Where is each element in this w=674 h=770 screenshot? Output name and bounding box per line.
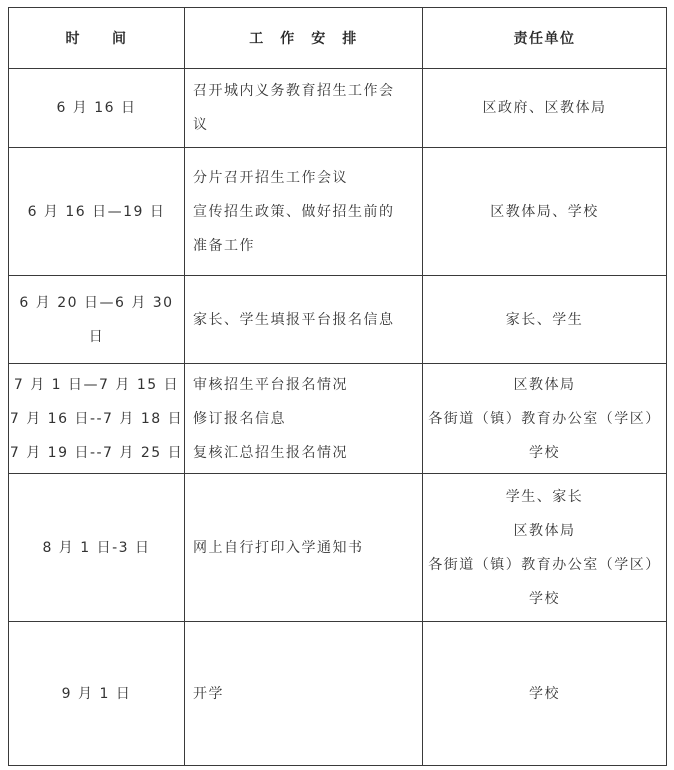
header-time: 时 间: [9, 8, 185, 69]
unit-cell: [423, 622, 667, 766]
task-line: 议: [193, 117, 209, 133]
unit-line: 区教体局: [513, 376, 576, 393]
header-unit: 责任单位: [423, 8, 667, 69]
unit-line: 区教体局、学校: [490, 203, 599, 220]
unit-line: 区教体局: [513, 522, 576, 539]
task-cell: [185, 276, 423, 364]
time-line: 9 月 1 日: [61, 685, 132, 702]
task-line: 分片召开招生工作会议: [193, 169, 348, 186]
table-row: [9, 364, 667, 474]
table-row: [9, 622, 667, 766]
unit-line: 各街道（镇）教育办公室（学区）: [428, 556, 661, 573]
time-line: 6 月 16 日: [56, 100, 137, 116]
time-cell: [9, 148, 185, 276]
task-cell: [185, 364, 423, 474]
task-line: 召开城内义务教育招生工作会: [193, 83, 395, 99]
task-line: 复核汇总招生报名情况: [193, 444, 348, 461]
time-line: 7 月 16 日--7 月 18 日: [9, 410, 184, 427]
time-line: 7 月 19 日--7 月 25 日: [9, 444, 184, 461]
unit-cell: [423, 276, 667, 364]
task-line: 审核招生平台报名情况: [193, 376, 348, 393]
time-line: 6 月 16 日—19 日: [27, 203, 166, 220]
unit-cell: [423, 69, 667, 148]
unit-line: 学校: [529, 590, 560, 607]
task-cell: [185, 69, 423, 148]
unit-cell: [423, 474, 667, 622]
task-line: 开学: [193, 685, 224, 702]
time-cell: [9, 69, 185, 148]
header-task: 工 作 安 排: [185, 8, 423, 69]
table-row: [9, 148, 667, 276]
unit-line: 各街道（镇）教育办公室（学区）: [428, 410, 661, 427]
task-cell: [185, 622, 423, 766]
time-line: 6 月 20 日—6 月 30 日: [19, 294, 174, 345]
task-line: 修订报名信息: [193, 410, 286, 427]
time-cell: [9, 622, 185, 766]
table-row: [9, 69, 667, 148]
unit-cell: [423, 148, 667, 276]
time-cell: [9, 364, 185, 474]
enrollment-schedule-table: [8, 7, 667, 766]
unit-line: 学校: [529, 685, 560, 702]
time-cell: [9, 474, 185, 622]
task-cell: [185, 148, 423, 276]
unit-cell: [423, 364, 667, 474]
table-row: [9, 276, 667, 364]
task-line: 网上自行打印入学通知书: [193, 539, 364, 556]
time-cell: [9, 276, 185, 364]
task-line: 宣传招生政策、做好招生前的: [193, 203, 395, 220]
unit-line: 学校: [529, 444, 560, 461]
task-line: 准备工作: [193, 237, 255, 254]
unit-line: 家长、学生: [505, 311, 584, 328]
table-header-row: [9, 8, 667, 69]
time-line: 8 月 1 日-3 日: [42, 539, 151, 556]
unit-line: 区政府、区教体局: [482, 100, 607, 116]
table-row: [9, 474, 667, 622]
time-line: 7 月 1 日—7 月 15 日: [13, 376, 180, 393]
task-line: 家长、学生填报平台报名信息: [193, 311, 395, 328]
unit-line: 学生、家长: [505, 488, 584, 505]
task-cell: [185, 474, 423, 622]
